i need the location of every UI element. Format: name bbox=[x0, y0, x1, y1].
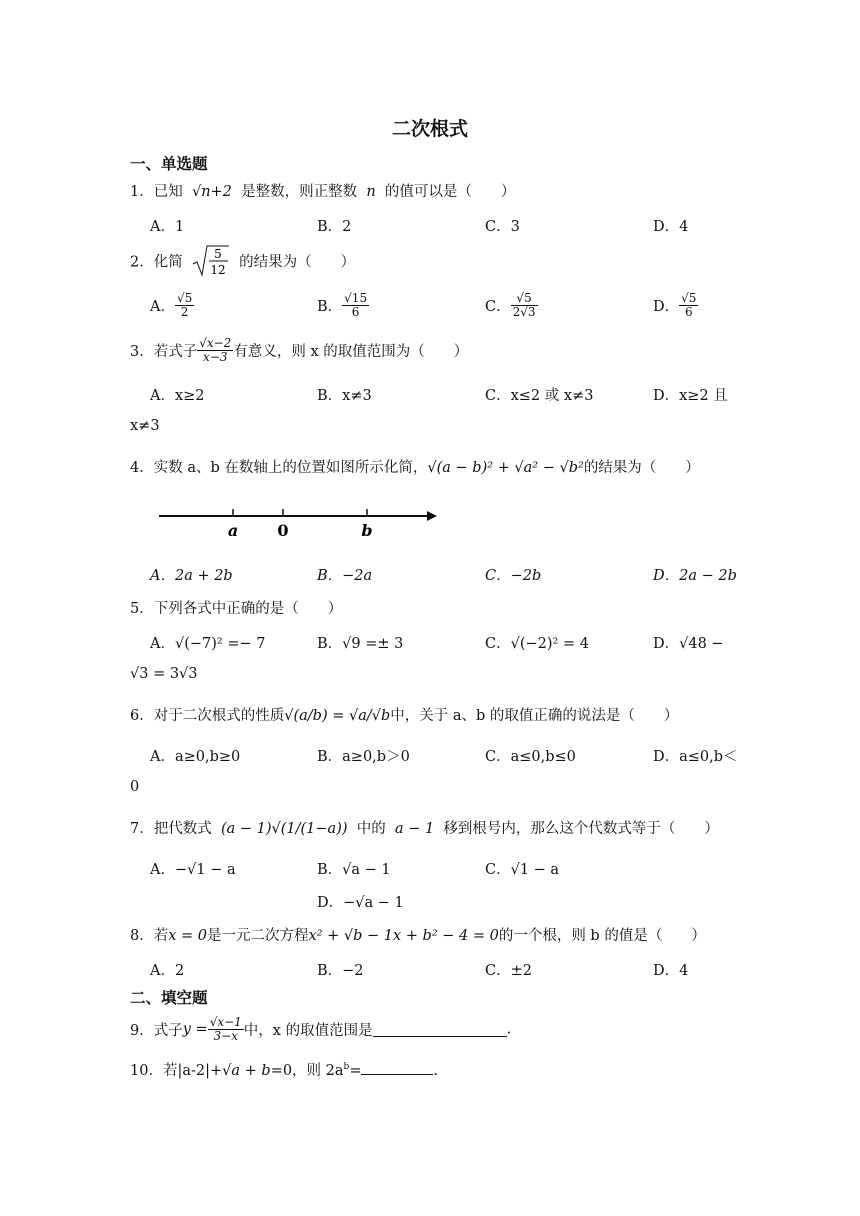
q2-option-b bbox=[317, 292, 369, 319]
question-8 bbox=[130, 924, 706, 945]
q9-answer-blank[interactable] bbox=[373, 1022, 507, 1037]
section-heading-fill-blank: 二、填空题 bbox=[130, 989, 208, 1007]
q10-answer-blank[interactable] bbox=[361, 1061, 433, 1075]
q2-option-d bbox=[653, 292, 698, 319]
q1-variable: n bbox=[366, 184, 376, 200]
q2-option-c-label: C． bbox=[485, 299, 511, 315]
q2-option-c-num: √5 bbox=[511, 292, 538, 306]
q9-suffix: 中，x 的取值范围是 bbox=[243, 1023, 373, 1039]
q4-suffix: 的结果为（ ） bbox=[583, 460, 700, 476]
q5-option-d-wrap: √3 = 3√3 bbox=[130, 666, 198, 682]
question-10 bbox=[130, 1059, 438, 1080]
q6-suffix: 中，关于 a、b 的取值正确的说法是（ ） bbox=[390, 708, 679, 724]
q3-option-d-wrap: x≠3 bbox=[130, 418, 160, 434]
q1-suffix: 的值可以是（ ） bbox=[384, 184, 516, 200]
question-4 bbox=[130, 456, 700, 477]
q2-option-a-label: A． bbox=[150, 299, 175, 315]
q2-radical-sign bbox=[192, 244, 230, 278]
q8-option-c: C．±2 bbox=[485, 963, 532, 979]
q5-option-d: D．√48 − bbox=[653, 636, 724, 652]
q4-option-d: D．2a − 2b bbox=[653, 568, 737, 584]
number-line-figure bbox=[155, 498, 445, 542]
q5-option-b: B．√9 =± 3 bbox=[317, 636, 404, 652]
q1-option-b: B．2 bbox=[317, 219, 352, 235]
q1-option-c: C．3 bbox=[485, 219, 520, 235]
q9-end: . bbox=[506, 1021, 512, 1038]
q4-option-a: A．2a + 2b bbox=[150, 568, 233, 584]
q9-lhs: y = bbox=[182, 1021, 208, 1038]
q8-prefix: 8．若 bbox=[130, 928, 169, 944]
label-b: b bbox=[361, 521, 373, 540]
q9-numerator: √x−1 bbox=[209, 1015, 242, 1029]
q7-middle: 中的 bbox=[356, 821, 386, 837]
question-2 bbox=[130, 244, 355, 278]
q2-suffix: 的结果为（ ） bbox=[239, 254, 356, 271]
q3-prefix: 3．若式子 bbox=[130, 344, 198, 360]
q4-prefix: 4．实数 a、b 在数轴上的位置如图所示化简， bbox=[130, 460, 428, 476]
q2-option-a-num: √5 bbox=[176, 291, 193, 305]
q8-condition: x = 0 bbox=[168, 928, 208, 944]
q10-equals: = bbox=[349, 1063, 362, 1079]
label-zero: 0 bbox=[277, 521, 289, 540]
q3-option-c: C．x≤2 或 x≠3 bbox=[485, 388, 594, 404]
q10-end: . bbox=[433, 1063, 439, 1079]
q7-variable: a − 1 bbox=[394, 821, 435, 837]
q2-option-a-den: 2 bbox=[180, 305, 189, 319]
q1-middle: 是整数，则正整数 bbox=[241, 184, 358, 200]
q2-option-b-label: B． bbox=[317, 299, 343, 315]
q8-suffix: 的一个根，则 b 的值是（ ） bbox=[498, 928, 706, 944]
q10-radical: √a + b bbox=[222, 1063, 271, 1079]
q4-option-b: B．−2a bbox=[317, 568, 373, 584]
q7-expression: (a − 1)√(1/(1−a)) bbox=[220, 821, 348, 837]
q10-middle: =0，则 2a bbox=[270, 1063, 344, 1079]
q2-option-d-num: √5 bbox=[681, 291, 697, 305]
q3-denominator: x−3 bbox=[203, 350, 228, 364]
q3-option-d: D．x≥2 且 bbox=[653, 388, 728, 404]
q5-option-c: C．√(−2)² = 4 bbox=[485, 636, 589, 652]
q6-expression: √(a/b) = √a/√b bbox=[284, 708, 391, 724]
question-1 bbox=[130, 180, 515, 201]
q3-option-a: A．x≥2 bbox=[150, 388, 205, 404]
question-6 bbox=[130, 704, 678, 725]
q6-prefix: 6．对于二次根式的性质 bbox=[130, 708, 285, 724]
q3-suffix: 有意义，则 x 的取值范围为（ ） bbox=[233, 344, 469, 360]
q9-denominator: 3−x bbox=[213, 1029, 238, 1043]
q6-option-a: A．a≥0,b≥0 bbox=[150, 749, 241, 765]
q7-option-a: A．−√1 − a bbox=[150, 862, 236, 878]
q2-option-b-den: 6 bbox=[351, 305, 360, 319]
q2-option-a bbox=[150, 292, 194, 319]
q7-option-d: D．−√a − 1 bbox=[317, 895, 404, 911]
q8-equation: x² + √b − 1x + b² − 4 = 0 bbox=[308, 928, 499, 944]
q5-option-a: A．√(−7)² =− 7 bbox=[150, 636, 266, 652]
q6-option-c: C．a≤0,b≤0 bbox=[485, 749, 576, 765]
q1-option-a: A．1 bbox=[150, 219, 185, 235]
q7-prefix: 7．把代数式 bbox=[130, 821, 212, 837]
q2-option-c bbox=[485, 292, 538, 319]
q7-suffix: 移到根号内，那么这个代数式等于（ ） bbox=[443, 821, 719, 837]
q2-radical bbox=[192, 244, 230, 278]
q8-middle: 是一元二次方程 bbox=[207, 928, 309, 944]
q2-option-d-den: 6 bbox=[684, 305, 693, 319]
q9-prefix: 9．式子 bbox=[130, 1023, 183, 1039]
q10-exponent: b bbox=[343, 1062, 350, 1073]
question-9 bbox=[130, 1016, 511, 1043]
number-line-arrow bbox=[427, 511, 437, 521]
page-title: 二次根式 bbox=[391, 118, 468, 140]
q2-option-b-num: √15 bbox=[344, 291, 368, 305]
q2-numerator: 5 bbox=[214, 247, 222, 261]
q8-option-b: B．−2 bbox=[317, 963, 364, 979]
q4-expression: √(a − b)² + √a² − √b² bbox=[427, 460, 584, 476]
question-3 bbox=[130, 337, 468, 364]
q2-option-c-den: 2√3 bbox=[512, 305, 536, 319]
q6-option-d: D．a≤0,b＜ bbox=[653, 749, 738, 765]
q8-option-d: D．4 bbox=[653, 963, 689, 979]
q2-option-d-label: D． bbox=[653, 299, 680, 315]
q1-prefix: 1．已知 bbox=[130, 184, 183, 200]
question-7 bbox=[130, 817, 719, 838]
q10-prefix: 10．若|a-2|+ bbox=[130, 1063, 223, 1079]
q3-numerator: √x−2 bbox=[199, 336, 232, 350]
q6-option-b: B．a≥0,b＞0 bbox=[317, 749, 410, 765]
q1-option-d: D．4 bbox=[653, 219, 689, 235]
q2-prefix: 2．化简 bbox=[130, 254, 183, 271]
label-a: a bbox=[227, 521, 239, 540]
q6-option-d-wrap: 0 bbox=[130, 779, 140, 795]
q1-radical: √n+2 bbox=[191, 184, 232, 200]
q7-option-b: B．√a − 1 bbox=[317, 862, 391, 878]
section-heading-single-choice: 一、单选题 bbox=[130, 155, 208, 173]
q3-option-b: B．x≠3 bbox=[317, 388, 372, 404]
q7-option-c: C．√1 − a bbox=[485, 862, 560, 878]
q8-option-a: A．2 bbox=[150, 963, 185, 979]
q2-denominator: 12 bbox=[210, 263, 226, 277]
question-5: 5．下列各式中正确的是（ ） bbox=[130, 601, 343, 617]
q4-option-c: C．−2b bbox=[485, 568, 542, 584]
